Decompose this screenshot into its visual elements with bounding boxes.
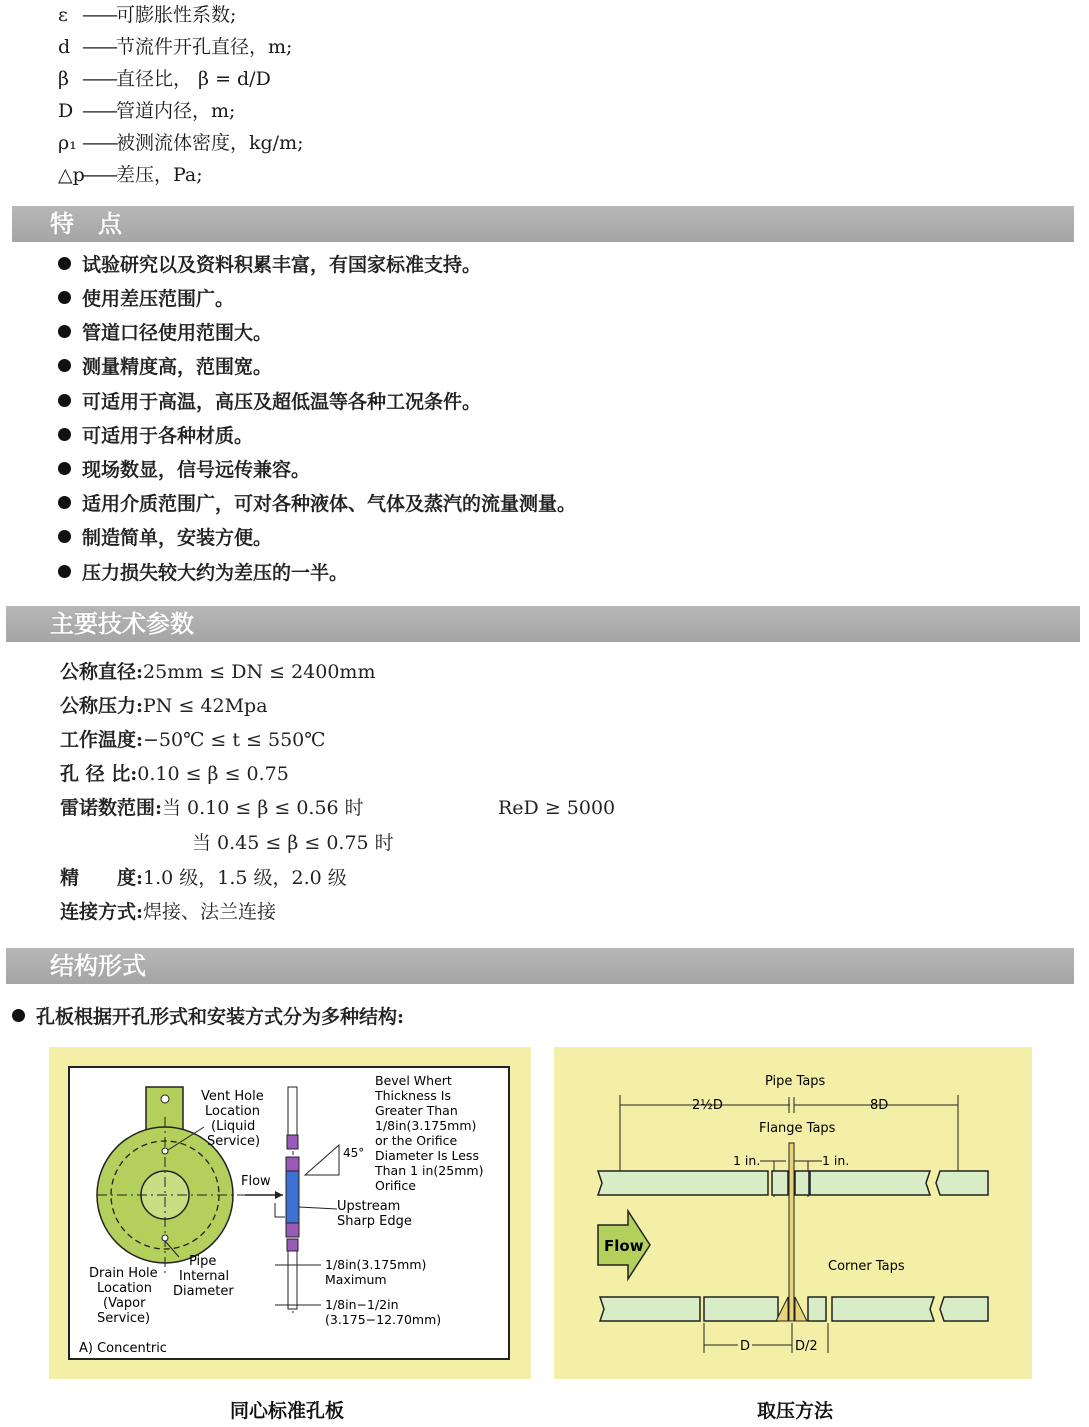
structure-intro: 孔板根据开孔形式和安装方式分为多种结构: [12,1001,404,1033]
upper-pipe-end [936,1171,988,1195]
bullet-icon [58,462,71,475]
reynolds-value: ReD ≥ 5000 [498,797,616,819]
flange-right-label: 1 in. [822,1153,850,1168]
max-thickness-1: 1/8in(3.175mm) [325,1257,427,1272]
side-lower-ring [286,1223,299,1237]
side-lower-stem [288,1251,297,1309]
lower-pipe-right [832,1297,934,1321]
drain-hole [162,1235,168,1241]
list-item: 适用介质范围广，可对各种液体、气体及蒸汽的流量测量。 [58,488,576,520]
section-header-features: 特 点 [12,206,1074,242]
symbol-row: β ——直径比， β = d/D [58,68,271,90]
bullet-icon [58,565,71,578]
downstream-distance: 8D [870,1098,889,1113]
upstream-distance: 2½D [692,1098,723,1113]
upstream-label-2: Sharp Edge [337,1214,412,1229]
list-item: 使用差压范围广。 [58,283,234,315]
bullet-icon [58,291,71,304]
caption-left: 同心标准孔板 [230,1400,345,1422]
bullet-icon [12,1009,25,1022]
bullet-icon [58,257,71,270]
handle-hole [161,1095,169,1103]
bottom-d-label: D [740,1339,751,1354]
drain-label-3: (Vapor [103,1296,146,1311]
tap-method-diagram [554,1047,1032,1379]
concentric-label: A) Concentric [79,1341,167,1356]
list-item: 压力损失较大约为差压的一半。 [58,557,348,589]
symbol-row: ρ₁ ——被测流体密度，kg/m; [58,132,304,154]
bevel-label-6: Diameter Is Less [375,1148,479,1163]
lower-pipe-left [600,1297,700,1321]
side-stem [288,1087,297,1135]
concentric-plate-diagram [49,1047,531,1379]
bullet-icon [58,496,71,509]
vent-label-2: Location [205,1104,260,1119]
vent-label-4: Service) [207,1134,261,1149]
list-item: 可适用于各种材质。 [58,420,253,452]
side-bore [286,1171,299,1223]
upstream-label-1: Upstream [337,1199,401,1214]
bevel-label-2: Thickness Is [375,1088,451,1103]
bevel-label-5: or the Orifice [375,1133,458,1148]
bevel-label-7: Than 1 in(25mm) [375,1163,484,1178]
section-header-structure: 结构形式 [6,948,1074,984]
list-item: 管道口径使用范围大。 [58,317,272,349]
param-row: 雷诺数范围:当 0.10 ≤ β ≤ 0.56 时 [60,797,364,819]
symbol-row: △p——差压，Pa; [58,164,203,186]
bullet-icon [58,530,71,543]
range-thickness-1: 1/8in−1/2in [325,1297,399,1312]
list-item: 试验研究以及资料积累丰富，有国家标准支持。 [58,249,481,281]
vent-hole [162,1148,168,1154]
lower-flange-left [704,1297,778,1321]
bottom-half-d-label: D/2 [795,1339,818,1354]
flange-left-label: 1 in. [733,1153,761,1168]
corner-taps-label: Corner Taps [828,1259,905,1274]
vent-label-1: Vent Hole [201,1089,264,1104]
pipe-label-1: Pipe [189,1254,217,1269]
side-upper-ring [286,1157,299,1171]
pipe-taps-label: Pipe Taps [765,1074,826,1089]
param-row: 公称直径:25mm ≤ DN ≤ 2400mm [60,661,376,683]
max-thickness-2: Maximum [325,1272,387,1287]
section-header-params: 主要技术参数 [6,606,1080,642]
bullet-icon [58,325,71,338]
param-row: 工作温度:−50℃ ≤ t ≤ 550℃ [60,729,326,751]
side-top-cap [287,1135,298,1149]
bullet-icon [58,394,71,407]
concentric-plate-svg [49,1047,531,1379]
orifice-plate [789,1143,794,1321]
bevel-label-3: Greater Than [375,1103,458,1118]
lower-pipe-end [940,1297,988,1321]
upper-flange-right [795,1171,809,1195]
bevel-label-4: 1/8in(3.175mm) [375,1118,477,1133]
bullet-icon [58,359,71,372]
param-row: 孔 径 比:0.10 ≤ β ≤ 0.75 [60,763,289,785]
caption-right: 取压方法 [757,1400,834,1422]
flow-label: Flow [241,1174,271,1189]
list-item: 测量精度高，范围宽。 [58,351,272,383]
symbol-row: d ——节流件开孔直径，m; [58,36,293,58]
symbol-row: D ——管道内径，m; [58,100,236,122]
param-row: 当 0.45 ≤ β ≤ 0.75 时 [192,832,394,854]
symbol-row: ε ——可膨胀性系数; [58,4,237,26]
tap-method-svg [554,1047,1032,1379]
range-thickness-2: (3.175−12.70mm) [325,1312,442,1327]
side-bottom-cap [287,1239,298,1251]
angle-label: 45° [343,1146,365,1160]
param-row: 连接方式:焊接、法兰连接 [60,901,277,923]
drain-label-2: Location [97,1281,152,1296]
lower-flange-right [808,1297,826,1321]
param-row: 公称压力:PN ≤ 42Mpa [60,695,268,717]
bullet-icon [58,428,71,441]
list-item: 制造简单，安装方便。 [58,522,272,554]
drain-label-4: Service) [97,1311,151,1326]
list-item: 现场数显，信号远传兼容。 [58,454,310,486]
flow-arrow-label: Flow [604,1237,644,1255]
bevel-label-8: Orifice [375,1178,416,1193]
drain-label-1: Drain Hole [89,1266,158,1281]
pipe-label-3: Diameter [173,1284,234,1299]
upper-flange-left [772,1171,788,1195]
bevel-label-1: Bevel Whert [375,1073,452,1088]
upper-pipe-right [810,1171,930,1195]
param-row: 精 度:1.0 级，1.5 级，2.0 级 [60,867,347,889]
vent-label-3: (Liquid [211,1119,256,1134]
upper-pipe-left [598,1171,768,1195]
pipe-label-2: Internal [179,1269,230,1284]
list-item: 可适用于高温，高压及超低温等各种工况条件。 [58,386,481,418]
flange-taps-label: Flange Taps [759,1121,836,1136]
